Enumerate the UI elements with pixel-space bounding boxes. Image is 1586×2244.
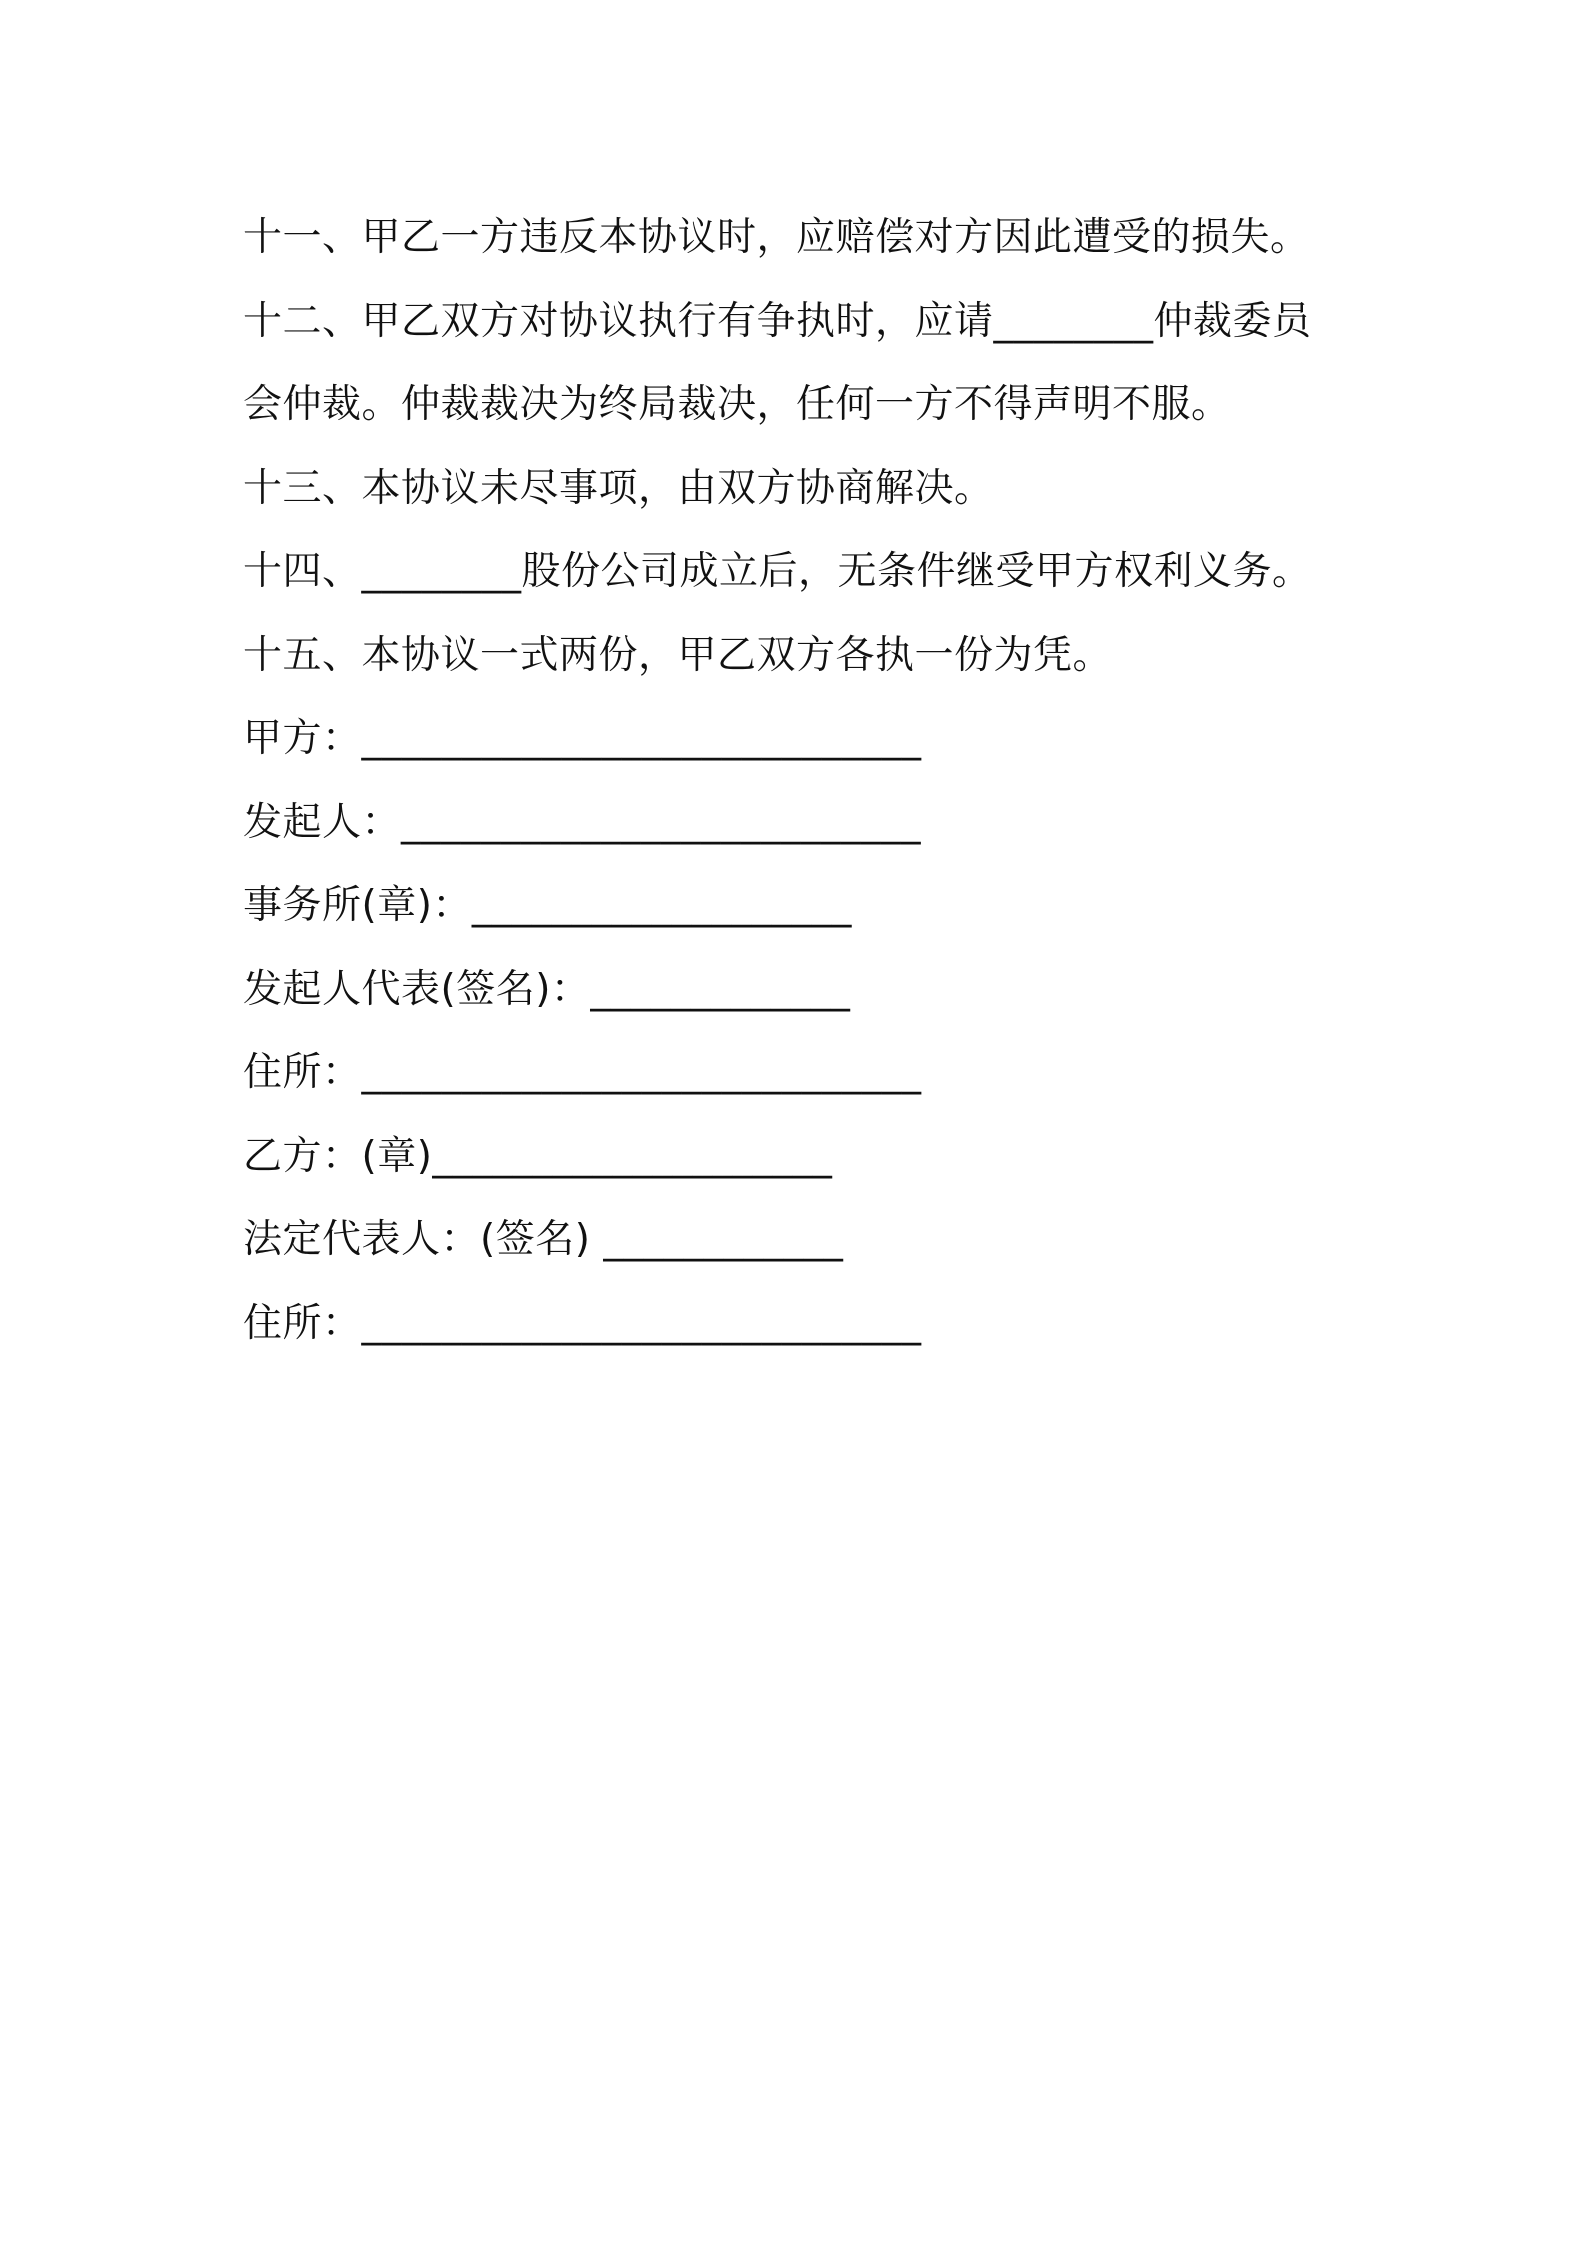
- clause-12-line-2: 会仲裁。仲裁裁决为终局裁决，任何一方不得声明不服。: [243, 382, 1231, 427]
- initiator-field: 发起人：__________________________: [243, 799, 922, 845]
- party-b-seal-field: 乙方：(章)____________________: [243, 1133, 833, 1179]
- clause-13: 十三、本协议未尽事项，由双方协商解决。: [243, 465, 994, 511]
- clause-15: 十五、本协议一式两份，甲乙双方各执一份为凭。: [243, 632, 1113, 678]
- party-b-address-field: 住所：____________________________: [243, 1300, 922, 1346]
- document-body: [243, 196, 1363, 1365]
- clause-12-line-1: 十二、甲乙双方对协议执行有争执时，应请________仲裁委员: [243, 298, 1312, 344]
- office-seal-field: 事务所(章)：___________________: [243, 883, 852, 928]
- legal-representative-signature-field: 法定代表人：(签名) ____________: [243, 1217, 844, 1262]
- party-a-address-field: 住所：____________________________: [243, 1050, 922, 1095]
- initiator-representative-signature-field: 发起人代表(签名)：_____________: [243, 966, 851, 1012]
- clause-11: 十一、甲乙一方违反本协议时，应赔偿对方因此遭受的损失。: [243, 215, 1310, 260]
- party-a-field: 甲方：____________________________: [243, 716, 922, 761]
- clause-14: 十四、________股份公司成立后，无条件继受甲方权利义务。: [243, 549, 1312, 594]
